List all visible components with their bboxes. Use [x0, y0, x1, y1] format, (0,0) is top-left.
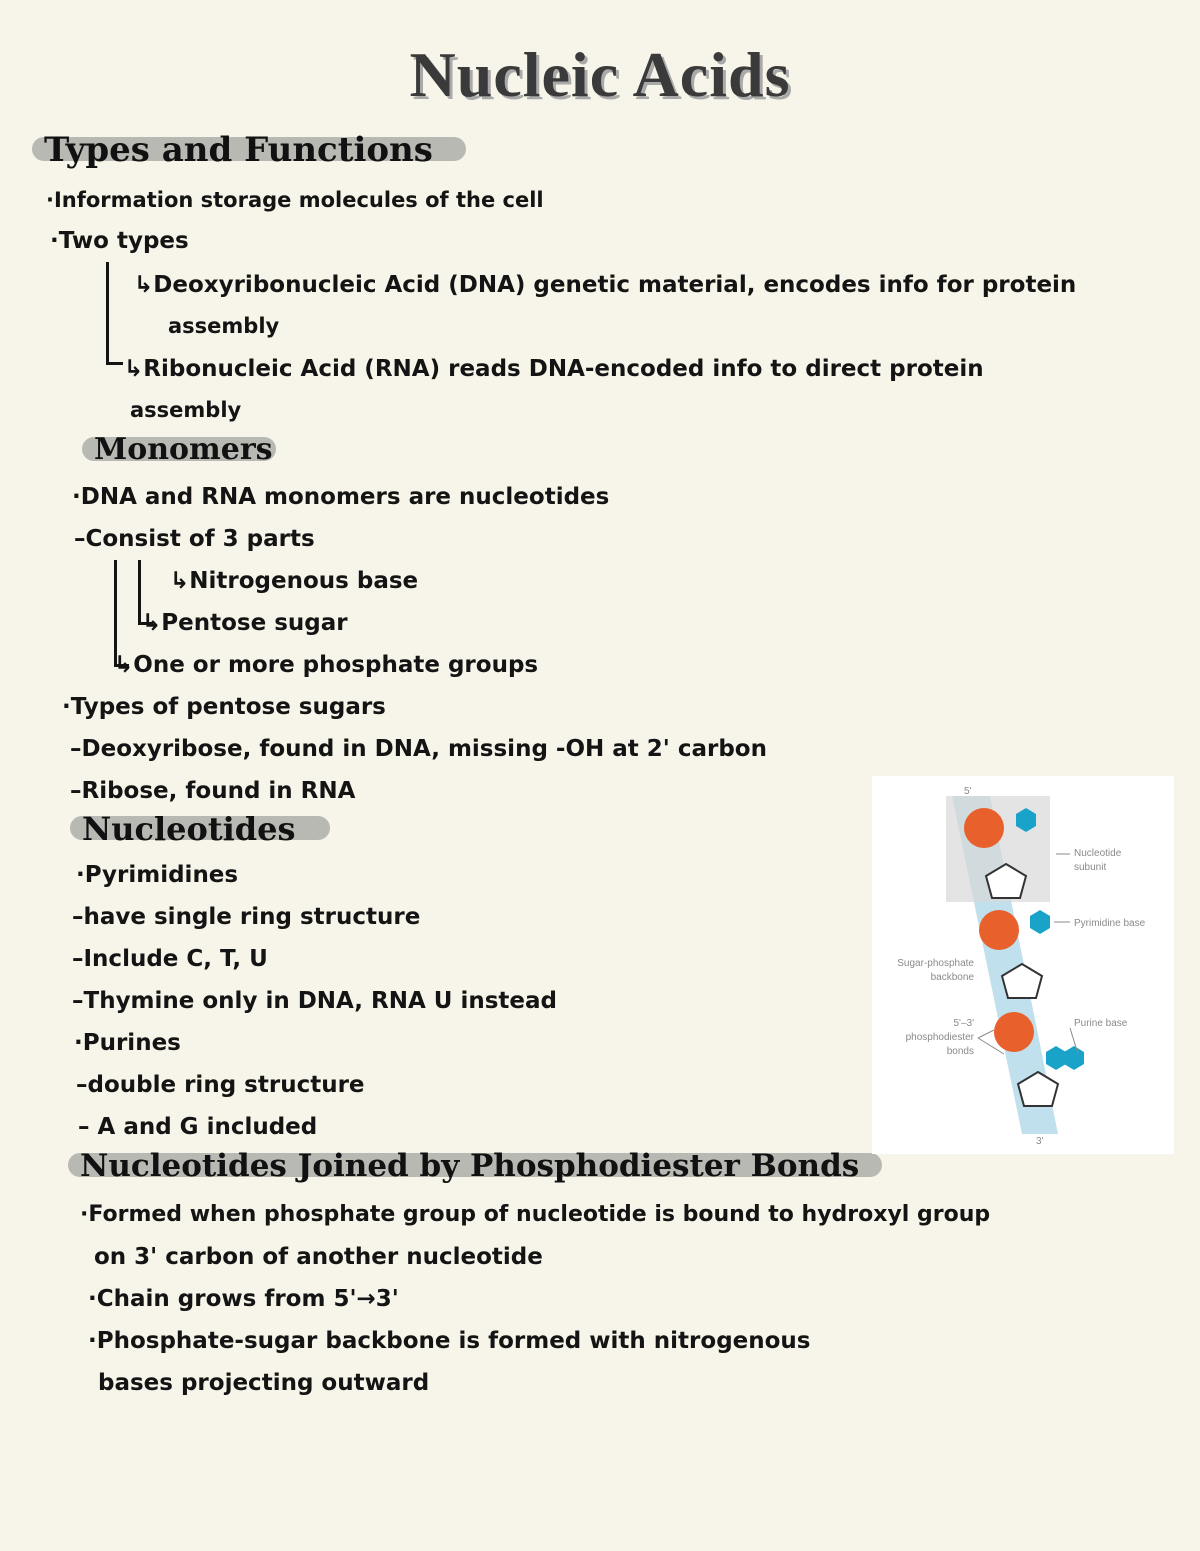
phosphate-group	[964, 808, 1004, 848]
heading-monomers: Monomers	[82, 432, 276, 467]
nucleotide-subunit-label: subunit	[1074, 862, 1107, 873]
pyrimidine-base-icon	[1030, 910, 1050, 934]
note-line: –Deoxyribose, found in DNA, missing -OH at 2' carbon	[70, 736, 767, 762]
heading-nucleotides: Nucleotides	[70, 810, 330, 848]
purine-base-icon	[1046, 1046, 1066, 1070]
note-line: ·Formed when phosphate group of nucleotide is bound to hydroxyl group	[80, 1202, 991, 1227]
phosphodiester-bonds-label: bonds	[946, 1046, 974, 1057]
backbone-label: backbone	[930, 972, 974, 983]
note-line: ·Information storage molecules of the cell	[46, 188, 544, 212]
note-line: assembly	[130, 398, 242, 422]
note-line: – A and G included	[78, 1114, 318, 1140]
note-line: –Consist of 3 parts	[74, 526, 315, 552]
note-line: ↳One or more phosphate groups	[114, 652, 539, 678]
note-line: ↳Deoxyribonucleic Acid (DNA) genetic material, encodes info for protein	[134, 272, 1077, 298]
note-line: –have single ring structure	[72, 904, 421, 930]
purine-base-icon	[1064, 1046, 1084, 1070]
tree-bracket	[106, 262, 123, 365]
note-line: –Thymine only in DNA, RNA U instead	[72, 988, 557, 1014]
nucleotide-subunit-label: Nucleotide	[1074, 848, 1122, 859]
phosphate-group	[979, 910, 1019, 950]
phosphodiester-bonds-label: phosphodiester	[905, 1032, 974, 1043]
phosphate-group	[994, 1012, 1034, 1052]
end-5-label: 5'	[964, 786, 972, 797]
note-line: ·Phosphate-sugar backbone is formed with nitrogenous	[88, 1328, 811, 1354]
note-line: bases projecting outward	[98, 1370, 430, 1396]
label-pointer	[978, 1030, 994, 1038]
phosphodiester-bonds-label: 5'–3'	[953, 1018, 974, 1029]
heading-phosphodiester-bonds: Nucleotides Joined by Phosphodiester Bonds	[68, 1148, 882, 1184]
note-line: assembly	[168, 314, 280, 338]
note-line: –Include C, T, U	[72, 946, 268, 972]
note-line: on 3' carbon of another nucleotide	[94, 1244, 543, 1270]
note-line: ·Types of pentose sugars	[62, 694, 386, 720]
note-line: –Ribose, found in RNA	[70, 778, 356, 804]
note-line: ·DNA and RNA monomers are nucleotides	[72, 484, 610, 510]
note-line: ↳Ribonucleic Acid (RNA) reads DNA-encoded info to direct protein	[124, 356, 984, 382]
note-line: ·Chain grows from 5'→3'	[88, 1286, 399, 1312]
heading-types-and-functions: Types and Functions	[32, 130, 466, 170]
note-line: ·Two types	[50, 228, 189, 254]
end-3-label: 3'	[1036, 1136, 1044, 1147]
note-line: ↳Nitrogenous base	[170, 568, 419, 594]
dna-strand-svg	[872, 776, 1174, 1154]
dna-strand-diagram	[872, 776, 1174, 1154]
note-line: ·Pyrimidines	[76, 862, 239, 888]
note-line: ·Purines	[74, 1030, 181, 1056]
page-title: Nucleic Acids	[409, 39, 791, 110]
note-line: –double ring structure	[76, 1072, 365, 1098]
pyrimidine-base-label: Pyrimidine base	[1074, 918, 1146, 929]
purine-base-label: Purine base	[1074, 1018, 1128, 1029]
tree-bracket	[114, 560, 129, 667]
backbone-label: Sugar-phosphate	[897, 958, 974, 969]
note-line: ↳Pentose sugar	[142, 610, 348, 636]
